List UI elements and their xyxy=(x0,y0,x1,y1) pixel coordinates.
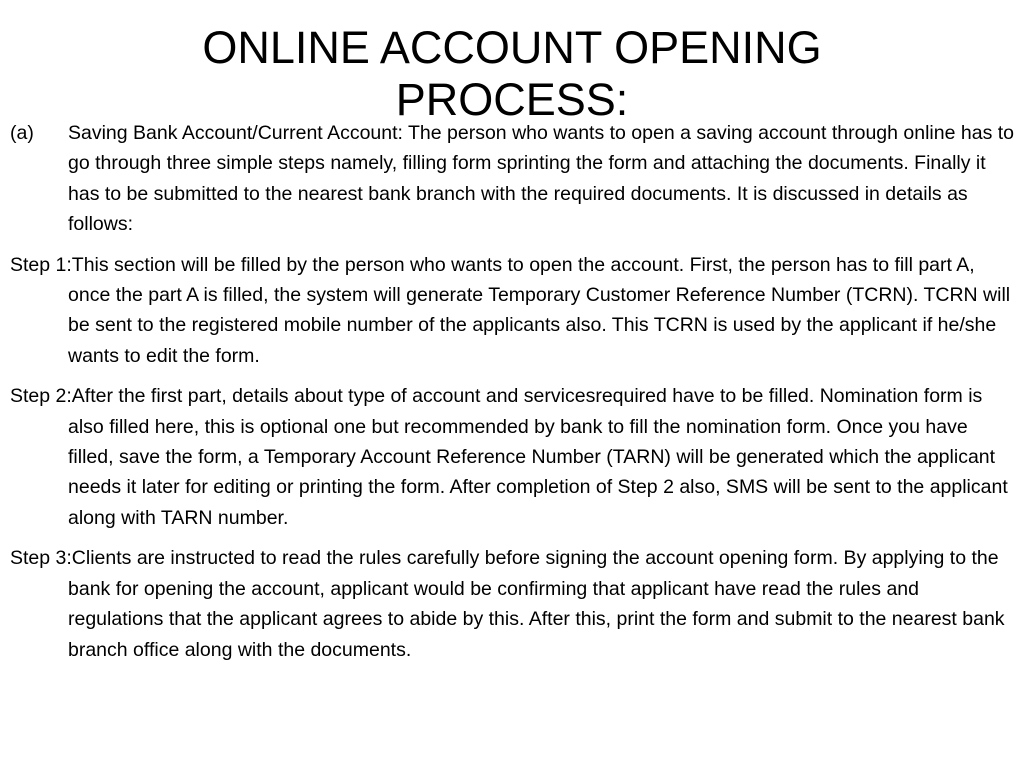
step-marker: Step 3: xyxy=(10,547,72,570)
paragraph-step-2 xyxy=(10,381,1014,533)
paragraph-text: After the first part, details about type of account and servicesrequired have to be filled. Nomination form is also filled here, this is optional one but recommended by bank to fill the nomination form. Once you have filled, save the form, a Temporary Account Reference Number (TARN) will be generated which the applicant needs it later for editing or printing the form. After completion of Step 2 also, SMS will be sent to the applicant along with TARN number. xyxy=(68,385,1008,529)
paragraph-text: This section will be filled by the person who wants to open the account. First, the person has to fill part A, once the part A is filled, the system will generate Temporary Customer Reference Number (TCRN). TCRN will be sent to the registered mobile number of the applicants also. This TCRN is used by the applicant if he/she wants to edit the form. xyxy=(68,253,1011,367)
slide-body xyxy=(10,118,1014,675)
paragraph-step-3 xyxy=(10,543,1014,665)
step-marker: Step 2: xyxy=(10,385,72,408)
paragraph-a xyxy=(10,118,1014,240)
paragraph-text: Clients are instructed to read the rules carefully before signing the account opening form. By applying to the bank for opening the account, applicant would be confirming that applicant have read the rules and regulations that the applicant agrees to abide by this. After this, print the form and submit to the nearest bank branch office along with the documents. xyxy=(68,547,1005,661)
page-title: ONLINE ACCOUNT OPENING PROCESS: xyxy=(202,22,822,125)
paragraph-marker: (a) xyxy=(10,122,34,144)
paragraph-text: Saving Bank Account/Current Account: The person who wants to open a saving account through online has to go through three simple steps namely, filling form sprinting the form and attaching the documents. Finally it has to be submitted to the nearest bank branch with the required documents. It is discussed in details as follows: xyxy=(68,122,1014,236)
step-marker: Step 1: xyxy=(10,253,72,276)
paragraph-step-1 xyxy=(10,250,1014,372)
